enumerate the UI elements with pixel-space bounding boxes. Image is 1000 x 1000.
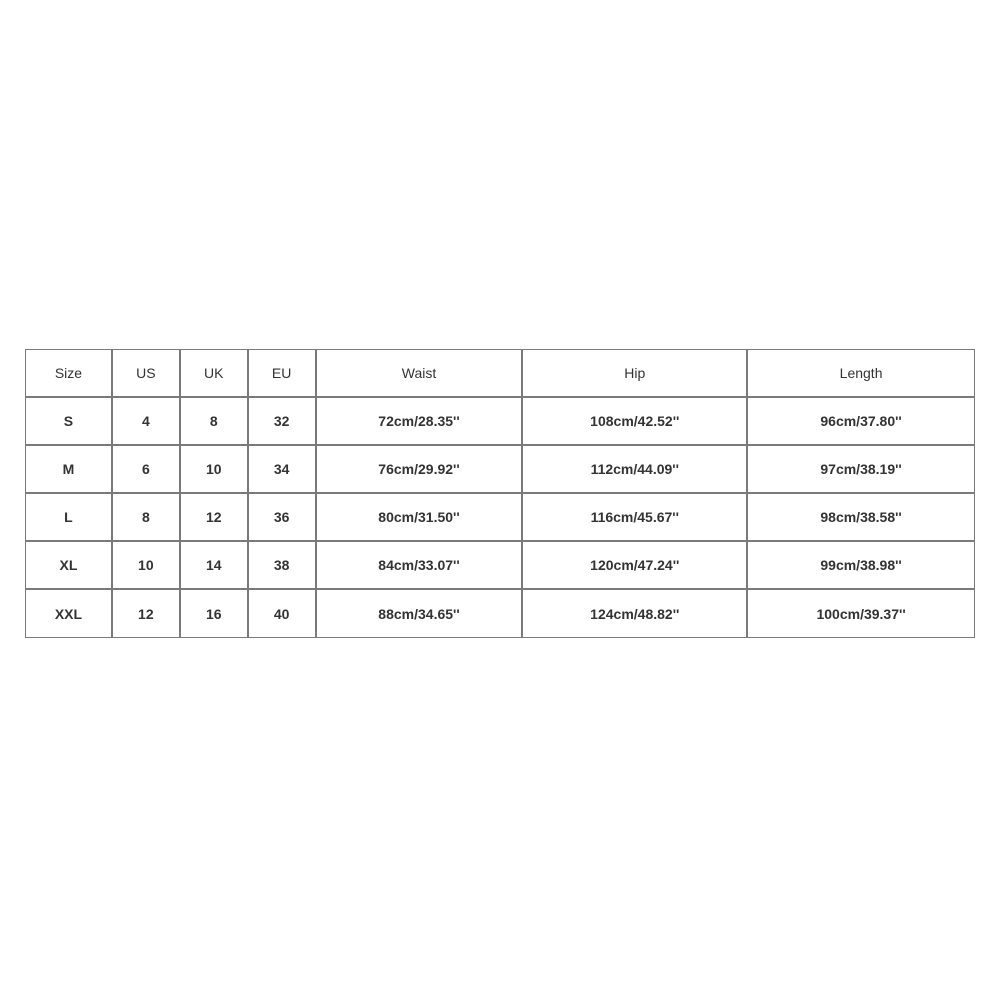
table-row: [26, 398, 975, 446]
cell-uk: 8: [181, 398, 249, 446]
header-uk: UK: [181, 350, 249, 398]
cell-uk: 16: [181, 590, 249, 638]
cell-eu: 32: [249, 398, 317, 446]
table-row: [26, 446, 975, 494]
cell-waist: 76cm/29.92'': [317, 446, 524, 494]
header-waist: Waist: [317, 350, 524, 398]
cell-uk: 10: [181, 446, 249, 494]
cell-waist: 72cm/28.35'': [317, 398, 524, 446]
cell-size: XL: [26, 542, 113, 590]
cell-hip: 120cm/47.24'': [523, 542, 748, 590]
cell-eu: 40: [249, 590, 317, 638]
cell-length: 96cm/37.80'': [748, 398, 975, 446]
size-chart-table: [25, 349, 975, 638]
cell-size: XXL: [26, 590, 113, 638]
cell-uk: 14: [181, 542, 249, 590]
table-row: [26, 542, 975, 590]
cell-hip: 124cm/48.82'': [523, 590, 748, 638]
cell-length: 99cm/38.98'': [748, 542, 975, 590]
cell-hip: 116cm/45.67'': [523, 494, 748, 542]
cell-eu: 36: [249, 494, 317, 542]
cell-length: 97cm/38.19'': [748, 446, 975, 494]
cell-eu: 38: [249, 542, 317, 590]
header-length: Length: [748, 350, 975, 398]
cell-us: 12: [113, 590, 181, 638]
cell-eu: 34: [249, 446, 317, 494]
cell-us: 4: [113, 398, 181, 446]
cell-us: 10: [113, 542, 181, 590]
table-row: [26, 590, 975, 638]
cell-length: 98cm/38.58'': [748, 494, 975, 542]
cell-size: S: [26, 398, 113, 446]
cell-waist: 84cm/33.07'': [317, 542, 524, 590]
cell-us: 8: [113, 494, 181, 542]
header-eu: EU: [249, 350, 317, 398]
header-size: Size: [26, 350, 113, 398]
cell-hip: 112cm/44.09'': [523, 446, 748, 494]
table-header-row: [26, 350, 975, 398]
cell-size: L: [26, 494, 113, 542]
header-us: US: [113, 350, 181, 398]
table-row: [26, 494, 975, 542]
cell-us: 6: [113, 446, 181, 494]
cell-uk: 12: [181, 494, 249, 542]
header-hip: Hip: [523, 350, 748, 398]
cell-waist: 88cm/34.65'': [317, 590, 524, 638]
cell-length: 100cm/39.37'': [748, 590, 975, 638]
cell-size: M: [26, 446, 113, 494]
cell-hip: 108cm/42.52'': [523, 398, 748, 446]
cell-waist: 80cm/31.50'': [317, 494, 524, 542]
